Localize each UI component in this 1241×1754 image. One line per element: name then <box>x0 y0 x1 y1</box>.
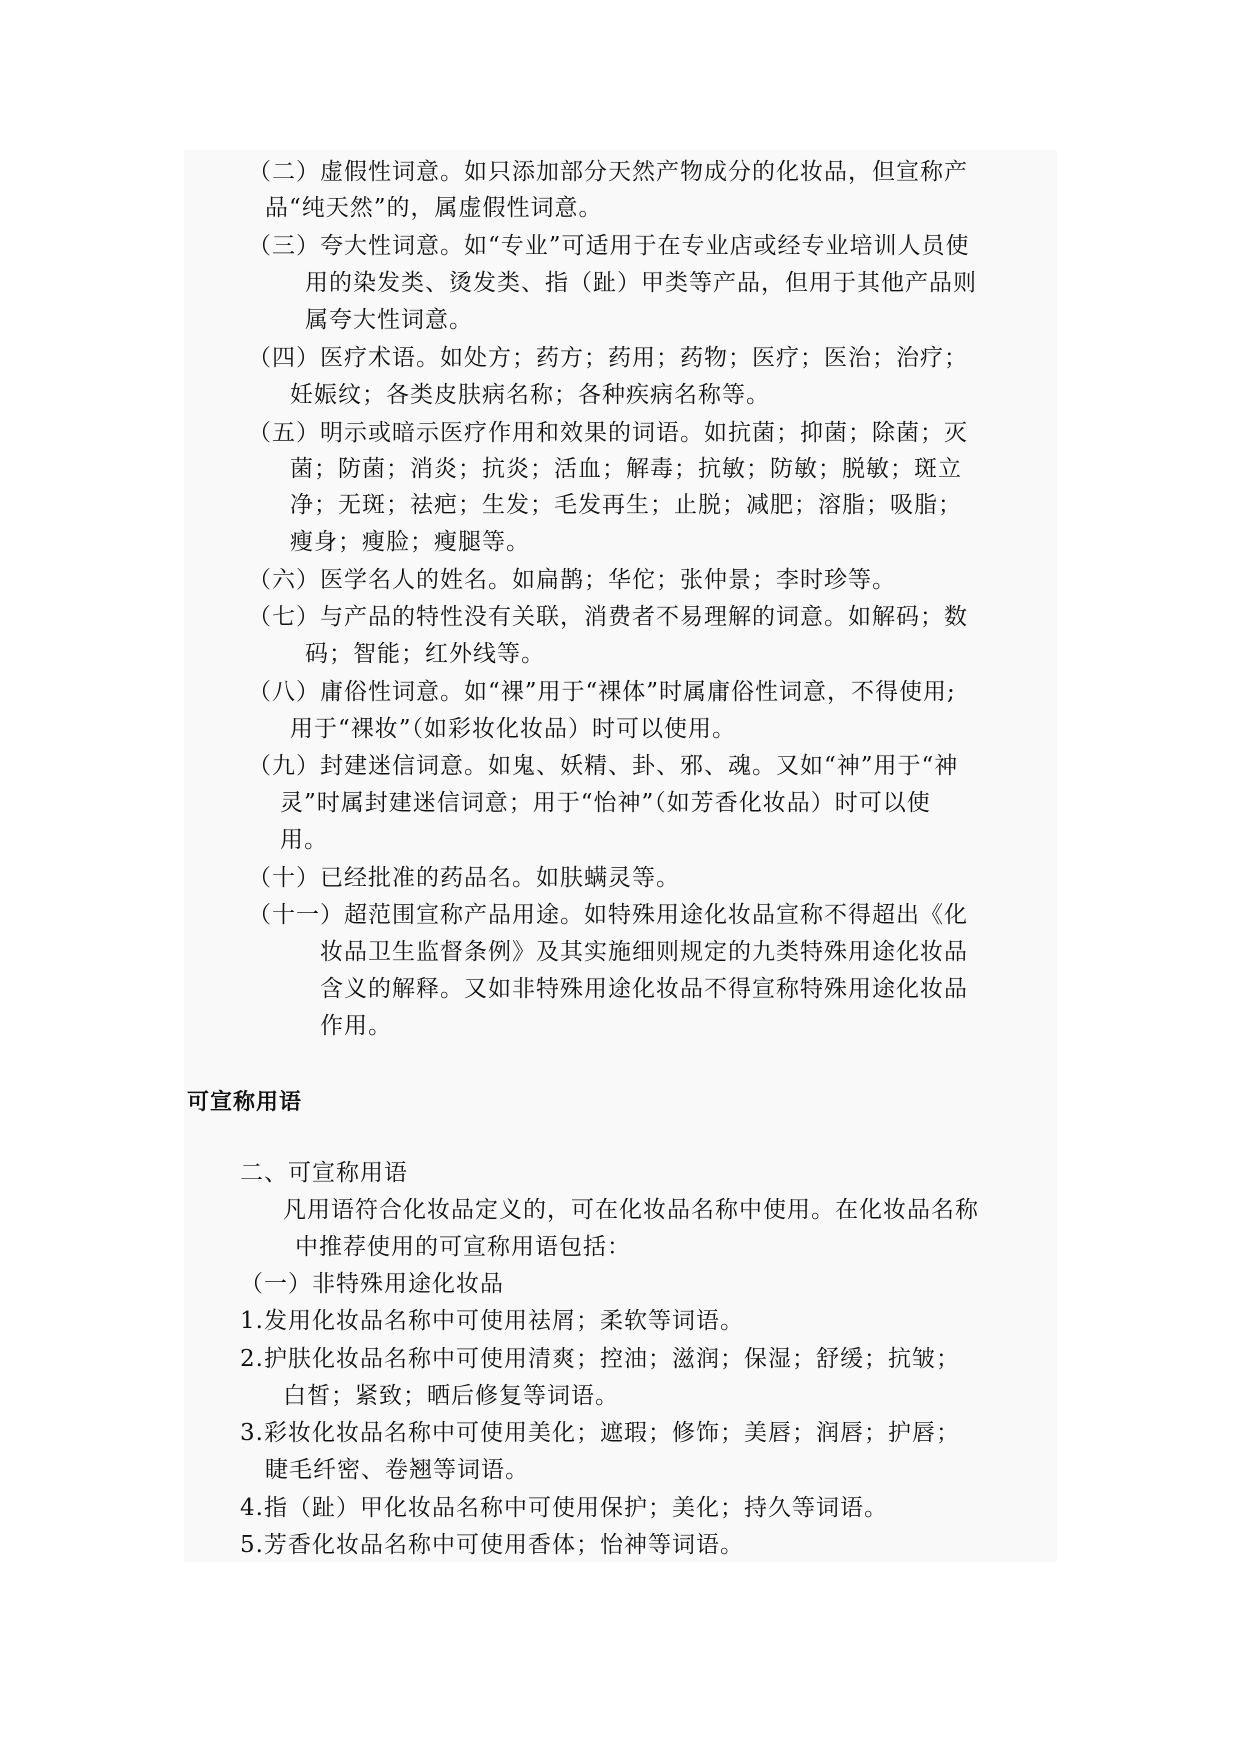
list-item-line: 瘦身；瘦脸；瘦腿等。 <box>290 529 530 555</box>
list-item-line: 作用。 <box>320 1013 392 1039</box>
list-item-line: （五）明示或暗示医疗作用和效果的词语。如抗菌；抑菌；除菌；灭 <box>248 420 968 446</box>
list-item-line: （二）虚假性词意。如只添加部分天然产物成分的化妆品，但宣称产 <box>248 159 968 185</box>
list-item-line: （四）医疗术语。如处方；药方；药用；药物；医疗；医治；治疗； <box>248 345 968 371</box>
list-item-line: 用于“裸妆”（如彩妆化妆品）时可以使用。 <box>290 716 737 742</box>
list-item-line: 1.发用化妆品名称中可使用祛屑；柔软等词语。 <box>240 1308 744 1334</box>
group-title: （一）非特殊用途化妆品 <box>240 1271 504 1297</box>
section-heading: 可宣称用语 <box>187 1090 303 1115</box>
list-item-line: （六）医学名人的姓名。如扁鹊；华佗；张仲景；李时珍等。 <box>248 567 896 593</box>
list-item-line: 属夸大性词意。 <box>305 307 473 333</box>
list-item-line: 妆品卫生监督条例》及其实施细则规定的九类特殊用途化妆品 <box>320 939 968 965</box>
list-item-line: 2.护肤化妆品名称中可使用清爽；控油；滋润；保湿；舒缓；抗皱； <box>240 1346 960 1372</box>
list-item-line: 妊娠纹；各类皮肤病名称；各种疾病名称等。 <box>290 382 770 408</box>
list-item-line: 灵”时属封建迷信词意；用于“怡神”（如芳香化妆品）时可以使 <box>280 790 931 816</box>
list-item-line: 含义的解释。又如非特殊用途化妆品不得宣称特殊用途化妆品 <box>320 976 968 1002</box>
list-item-line: 白皙；紧致；晒后修复等词语。 <box>283 1383 619 1409</box>
list-item-line: （十）已经批准的药品名。如肤螨灵等。 <box>248 865 680 891</box>
list-item-line: （十一）超范围宣称产品用途。如特殊用途化妆品宣称不得超出《化 <box>248 902 968 928</box>
list-item-line: 5.芳香化妆品名称中可使用香体；怡神等词语。 <box>240 1532 744 1558</box>
list-item-line: 净；无斑；祛疤；生发；毛发再生；止脱；减肥；溶脂；吸脂； <box>290 492 962 518</box>
section-subtitle: 二、可宣称用语 <box>240 1160 408 1186</box>
list-item-line: 码；智能；红外线等。 <box>305 641 545 667</box>
list-item-line: 用的染发类、烫发类、指（趾）甲类等产品，但用于其他产品则 <box>305 270 977 296</box>
list-item-line: 4.指（趾）甲化妆品名称中可使用保护；美化；持久等词语。 <box>240 1495 888 1521</box>
list-item-line: 睫毛纤密、卷翘等词语。 <box>265 1457 529 1483</box>
list-item-line: （八）庸俗性词意。如“裸”用于“裸体”时属庸俗性词意，不得使用; <box>248 679 956 705</box>
intro-line: 凡用语符合化妆品定义的，可在化妆品名称中使用。在化妆品名称 <box>283 1197 979 1223</box>
list-item-line: 用。 <box>280 827 328 853</box>
list-item-line: 3.彩妆化妆品名称中可使用美化；遮瑕；修饰；美唇；润唇；护唇； <box>240 1420 960 1446</box>
list-item-line: 品“纯天然”的，属虚假性词意。 <box>265 195 603 221</box>
list-item-line: 菌；防菌；消炎；抗炎；活血；解毒；抗敏；防敏；脱敏；斑立 <box>290 456 962 482</box>
intro-line: 中推荐使用的可宣称用语包括： <box>295 1234 631 1260</box>
list-item-line: （三）夸大性词意。如“专业”可适用于在专业店或经专业培训人员使 <box>248 233 970 259</box>
list-item-line: （七）与产品的特性没有关联，消费者不易理解的词意。如解码；数 <box>248 604 968 630</box>
list-item-line: （九）封建迷信词意。如鬼、妖精、卦、邪、魂。又如“神”用于“神 <box>248 753 959 779</box>
